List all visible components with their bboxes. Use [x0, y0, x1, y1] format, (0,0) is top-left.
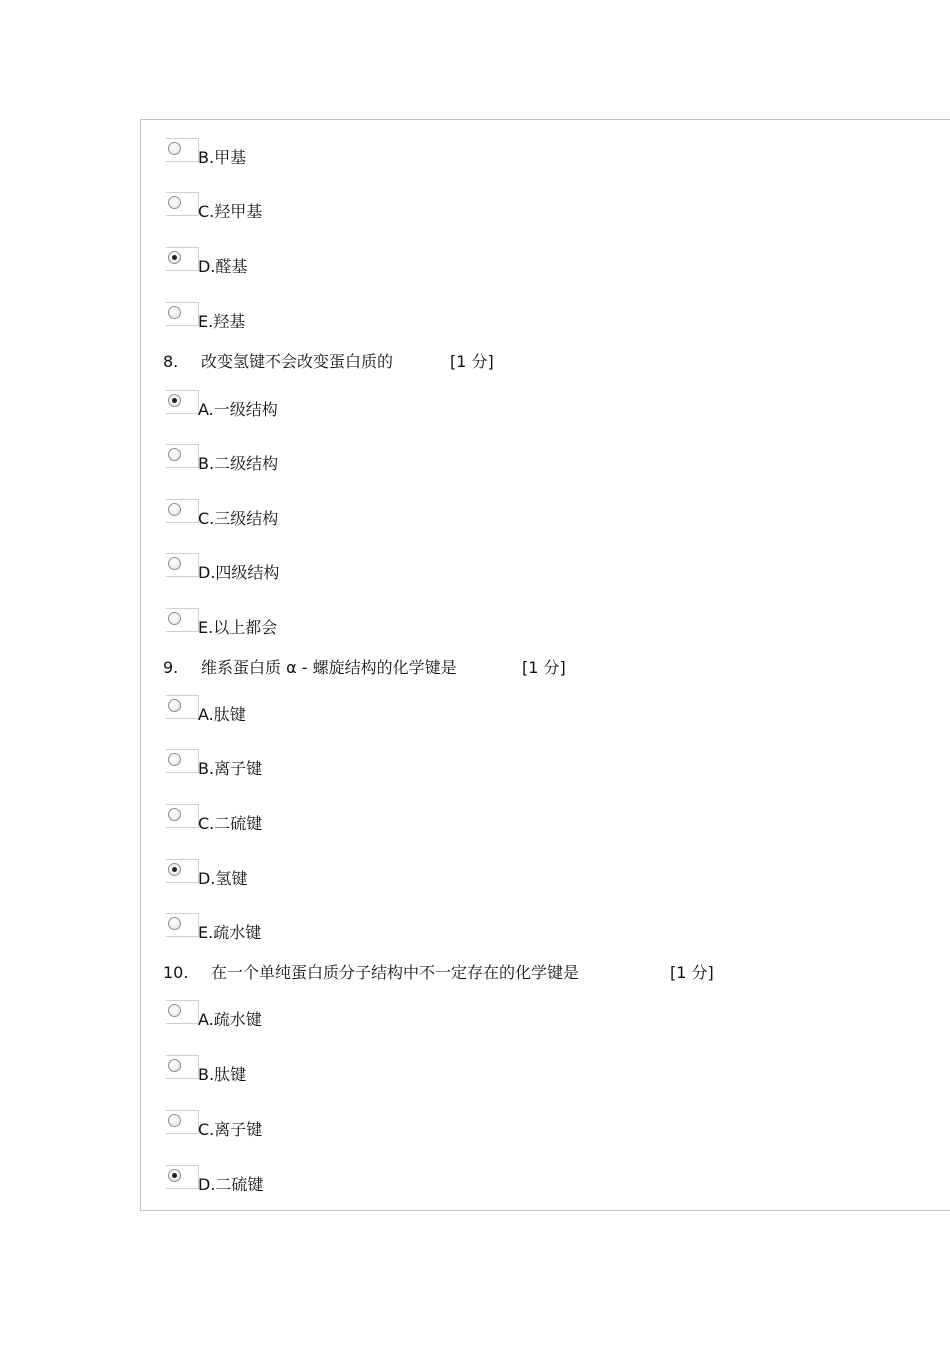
option-text: 离子键: [214, 1120, 263, 1139]
option-label: E.: [198, 923, 214, 942]
radio-button[interactable]: [168, 251, 181, 264]
radio-button[interactable]: [168, 503, 181, 516]
option-label: E.: [198, 618, 214, 637]
radio-button[interactable]: [168, 306, 181, 319]
q10-option-d[interactable]: [166, 1165, 566, 1195]
question-number: 8.: [163, 352, 179, 371]
radio-button[interactable]: [168, 1169, 181, 1182]
q7-option-b[interactable]: [166, 138, 566, 168]
radio-button[interactable]: [168, 699, 181, 712]
option-text: 疏水键: [213, 1010, 262, 1029]
radio-button[interactable]: [168, 142, 181, 155]
q8-option-c[interactable]: [166, 499, 566, 529]
radio-button[interactable]: [168, 196, 181, 209]
radio-button[interactable]: [168, 1004, 181, 1017]
option-text: 二级结构: [214, 454, 279, 473]
option-text: 以上都会: [213, 618, 278, 637]
option-text: 疏水键: [213, 923, 262, 942]
q8-option-b[interactable]: [166, 444, 566, 474]
option-text: 醛基: [215, 257, 248, 276]
q10-option-c[interactable]: [166, 1110, 566, 1140]
option-text: 三级结构: [214, 509, 279, 528]
radio-button[interactable]: [168, 1114, 181, 1127]
q9-option-b[interactable]: [166, 749, 566, 779]
q8-option-e[interactable]: [166, 608, 566, 638]
option-label: D.: [198, 1175, 216, 1194]
option-text: 肽键: [214, 1065, 247, 1084]
radio-button[interactable]: [168, 1059, 181, 1072]
q10-option-b[interactable]: [166, 1055, 566, 1085]
q7-option-c[interactable]: [166, 192, 566, 222]
q10-option-a[interactable]: [166, 1000, 566, 1030]
option-label: B.: [198, 1065, 215, 1084]
option-label: D.: [198, 563, 216, 582]
option-label: A.: [198, 1010, 214, 1029]
question-score: [1 分]: [522, 658, 566, 677]
option-label: C.: [198, 1120, 215, 1139]
option-label: D.: [198, 257, 216, 276]
option-label: A.: [198, 705, 214, 724]
q7-option-e[interactable]: [166, 302, 566, 332]
option-label: E.: [198, 312, 214, 331]
option-label: B.: [198, 759, 215, 778]
option-text: 羟基: [213, 312, 246, 331]
option-text: 肽键: [213, 705, 246, 724]
radio-button[interactable]: [168, 863, 181, 876]
radio-button[interactable]: [168, 557, 181, 570]
radio-button[interactable]: [168, 394, 181, 407]
question-score: [1 分]: [670, 963, 714, 982]
q9-option-a[interactable]: [166, 695, 566, 725]
option-label: B.: [198, 148, 215, 167]
option-label: C.: [198, 202, 215, 221]
option-text: 氢键: [215, 869, 248, 888]
option-text: 羟甲基: [214, 202, 263, 221]
option-label: A.: [198, 400, 214, 419]
option-label: D.: [198, 869, 216, 888]
question-number: 10.: [163, 963, 189, 982]
q9-option-c[interactable]: [166, 804, 566, 834]
option-text: 一级结构: [213, 400, 278, 419]
question-text: 改变氢键不会改变蛋白质的: [201, 352, 394, 371]
option-text: 二硫键: [214, 814, 263, 833]
option-text: 二硫键: [215, 1175, 264, 1194]
question-text: 维系蛋白质 α - 螺旋结构的化学键是: [201, 658, 457, 677]
q7-option-d[interactable]: [166, 247, 566, 277]
option-text: 四级结构: [215, 563, 280, 582]
radio-button[interactable]: [168, 917, 181, 930]
radio-button[interactable]: [168, 753, 181, 766]
option-text: 离子键: [214, 759, 263, 778]
q9-option-e[interactable]: [166, 913, 566, 943]
q9-option-d[interactable]: [166, 859, 566, 889]
radio-button[interactable]: [168, 448, 181, 461]
question-text: 在一个单纯蛋白质分子结构中不一定存在的化学键是: [211, 963, 580, 982]
q8-option-d[interactable]: [166, 553, 566, 583]
radio-button[interactable]: [168, 808, 181, 821]
option-text: 甲基: [214, 148, 247, 167]
option-label: C.: [198, 814, 215, 833]
option-label: B.: [198, 454, 215, 473]
question-number: 9.: [163, 658, 179, 677]
q8-option-a[interactable]: [166, 390, 566, 420]
question-score: [1 分]: [450, 352, 494, 371]
option-label: C.: [198, 509, 215, 528]
radio-button[interactable]: [168, 612, 181, 625]
